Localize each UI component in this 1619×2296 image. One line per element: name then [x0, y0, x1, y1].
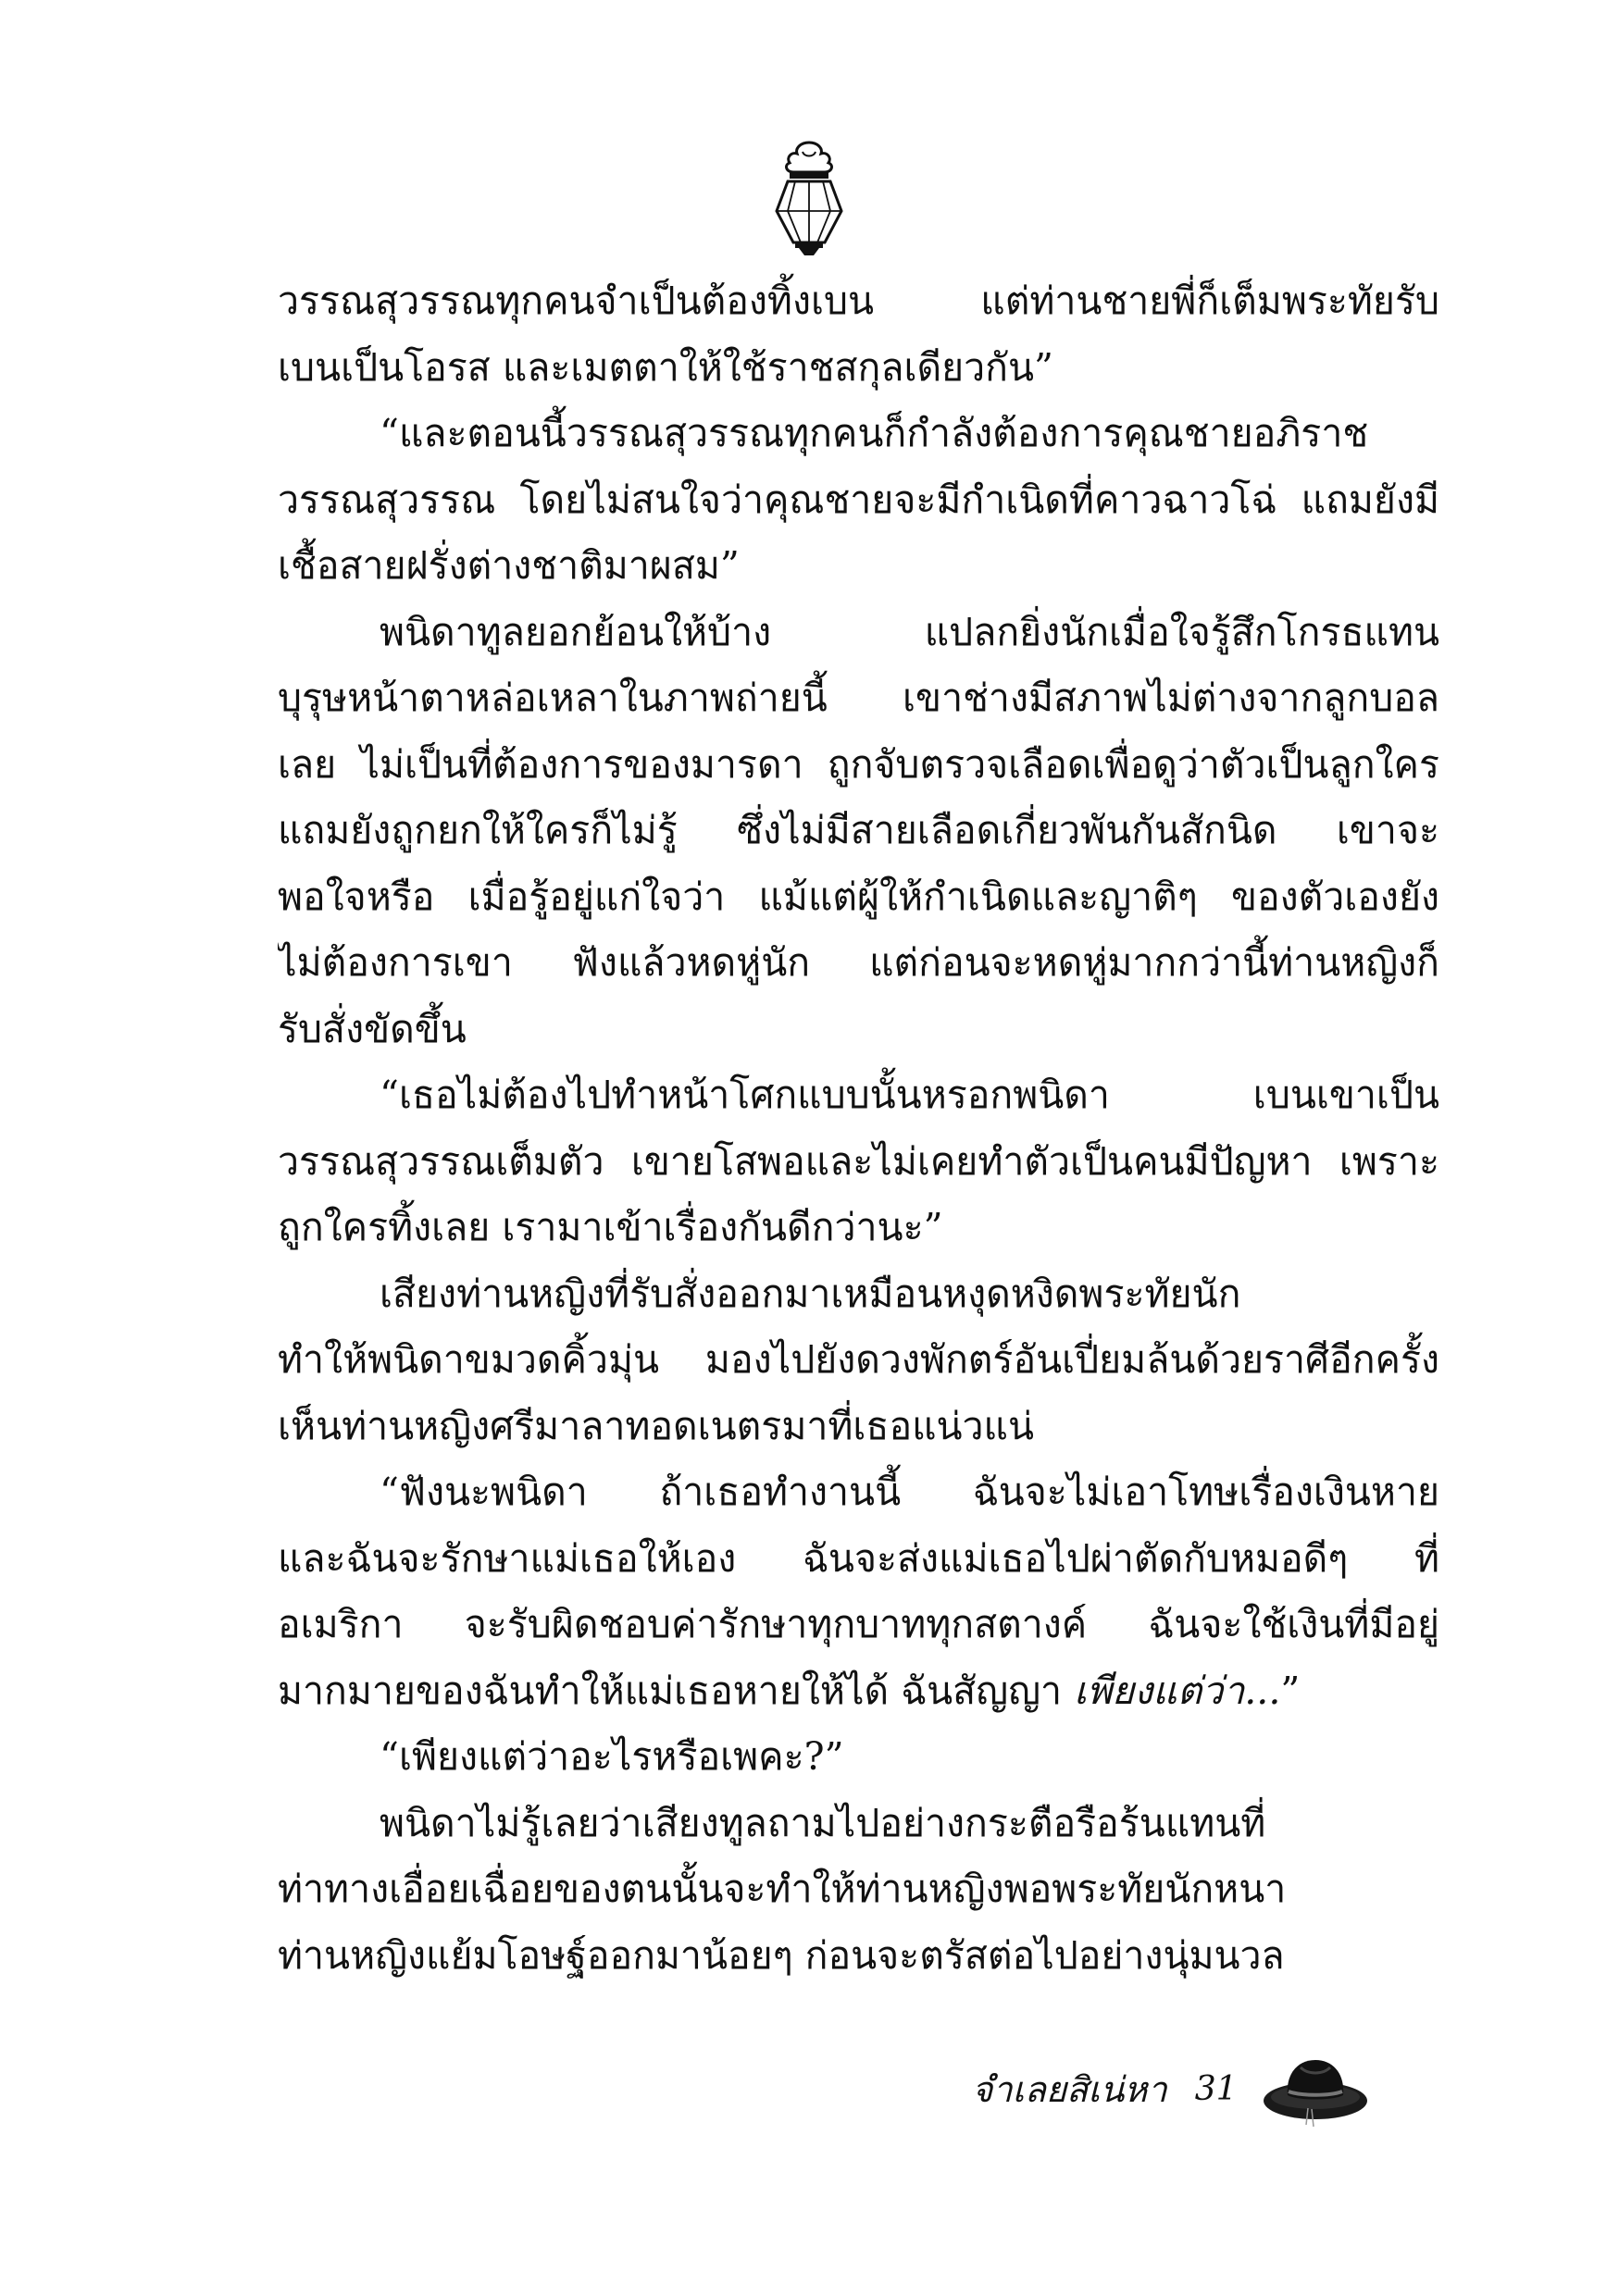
page-footer: [972, 2056, 1371, 2121]
text-line: เชื้อสายฝรั่งต่างชาติมาผสม”: [278, 543, 740, 588]
text-line: “เธอไม่ต้องไปทำหน้าโศกแบบนั้นหรอกพนิดา เบนเขาเป็น: [380, 1073, 1439, 1117]
text-line: และฉันจะรักษาแม่เธอให้เอง ฉันจะส่งแม่เธอไปผ่าตัดกับหมอดีๆ ที่: [278, 1535, 1439, 1581]
text-line: แถมยังถูกยกให้ใครก็ไม่รู้ ซึ่งไม่มีสายเลือดเกี่ยวพันกันสักนิด เขาจะ: [278, 808, 1439, 852]
text-line: เลย ไม่เป็นที่ต้องการของมารดา ถูกจับตรวจเลือดเพื่อดูว่าตัวเป็นลูกใคร: [278, 741, 1439, 787]
text-line: ทำให้พนิดาขมวดคิ้วมุ่น มองไปยังดวงพักตร์อันเปี่ยมล้นด้วยราศีอีกครั้ง: [278, 1337, 1439, 1382]
text-line: อเมริกา จะรับผิดชอบค่ารักษาทุกบาททุกสตางค์ ฉันจะใช้เงินที่มีอยู่: [278, 1602, 1439, 1646]
book-title: จำเลยสิเน่หา: [972, 2068, 1167, 2110]
text-line: วรรณสุวรรณ โดยไม่สนใจว่าคุณชายจะมีกำเนิดที่คาวฉาวโฉ่ แถมยังมี: [278, 477, 1439, 522]
text-line: ไม่ต้องการเขา ฟังแล้วหดหู่นัก แต่ก่อนจะหดหู่มากกว่านี้ท่านหญิงก็: [278, 940, 1439, 985]
text-line: ท่านหญิงแย้มโอษฐ์ออกมาน้อยๆ ก่อนจะตรัสต่อไปอย่างนุ่มนวล: [278, 1932, 1285, 1978]
text-line: ถูกใครทิ้งเลย เรามาเข้าเรื่องกันดีกว่านะ”: [278, 1205, 943, 1249]
body-text: [278, 268, 1439, 1989]
text-line: พนิดาไม่รู้เลยว่าเสียงทูลถามไปอย่างกระตือรือร้นแทนที่: [380, 1800, 1266, 1845]
page-number: 31: [1194, 2069, 1238, 2108]
text-line: พอใจหรือ เมื่อรู้อยู่แก่ใจว่า แม้แต่ผู้ให้กำเนิดและญาติๆ ของตัวเองยัง: [278, 874, 1439, 919]
text-line: ท่าทางเอื่อยเฉื่อยของตนนั้นจะทำให้ท่านหญิงพอพระทัยนักหนา: [278, 1867, 1287, 1911]
emphasis-text: เพียงแต่ว่า...: [1074, 1668, 1281, 1713]
text-line: เสียงท่านหญิงที่รับสั่งออกมาเหมือนหงุดหงิดพระทัยนัก: [380, 1271, 1241, 1316]
text-line-with-emphasis: [278, 1658, 1439, 1725]
text-line: บุรุษหน้าตาหล่อเหลาในภาพถ่ายนี้ เขาช่างมีสภาพไม่ต่างจากลูกบอล: [278, 676, 1439, 720]
closing-quote: ”: [1280, 1668, 1301, 1713]
text-line: “ฟังนะพนิดา ถ้าเธอทำงานนี้ ฉันจะไม่เอาโทษเรื่องเงินหาย: [380, 1470, 1439, 1514]
text-line: เบนเป็นโอรส และเมตตาให้ใช้ราชสกุลเดียวกัน”: [278, 344, 1053, 390]
text-segment: มากมายของฉันทำให้แม่เธอหายให้ได้ ฉันสัญญา: [278, 1668, 1075, 1713]
text-line: พนิดาทูลยอกย้อนให้บ้าง แปลกยิ่งนักเมื่อใจรู้สึกโกรธแทน: [380, 609, 1439, 654]
text-line: “และตอนนี้วรรณสุวรรณทุกคนก็กำลังต้องการคุณชายอภิราช: [380, 411, 1369, 455]
text-line: เห็นท่านหญิงศรีมาลาทอดเนตรมาที่เธอแน่วแน่: [278, 1403, 1034, 1448]
text-line: “เพียงแต่ว่าอะไรหรือเพคะ?”: [380, 1734, 844, 1779]
text-line: รับสั่งขัดขึ้น: [278, 1006, 467, 1051]
cowboy-hat-icon: [1260, 2047, 1371, 2130]
lantern-ornament-icon: [767, 139, 851, 259]
text-line: วรรณสุวรรณทุกคนจำเป็นต้องทิ้งเบน แต่ท่านชายพี่ก็เต็มพระทัยรับ: [278, 279, 1439, 323]
text-line: วรรณสุวรรณเต็มตัว เขายโสพอและไม่เคยทำตัวเป็นคนมีปัญหา เพราะ: [278, 1138, 1439, 1184]
